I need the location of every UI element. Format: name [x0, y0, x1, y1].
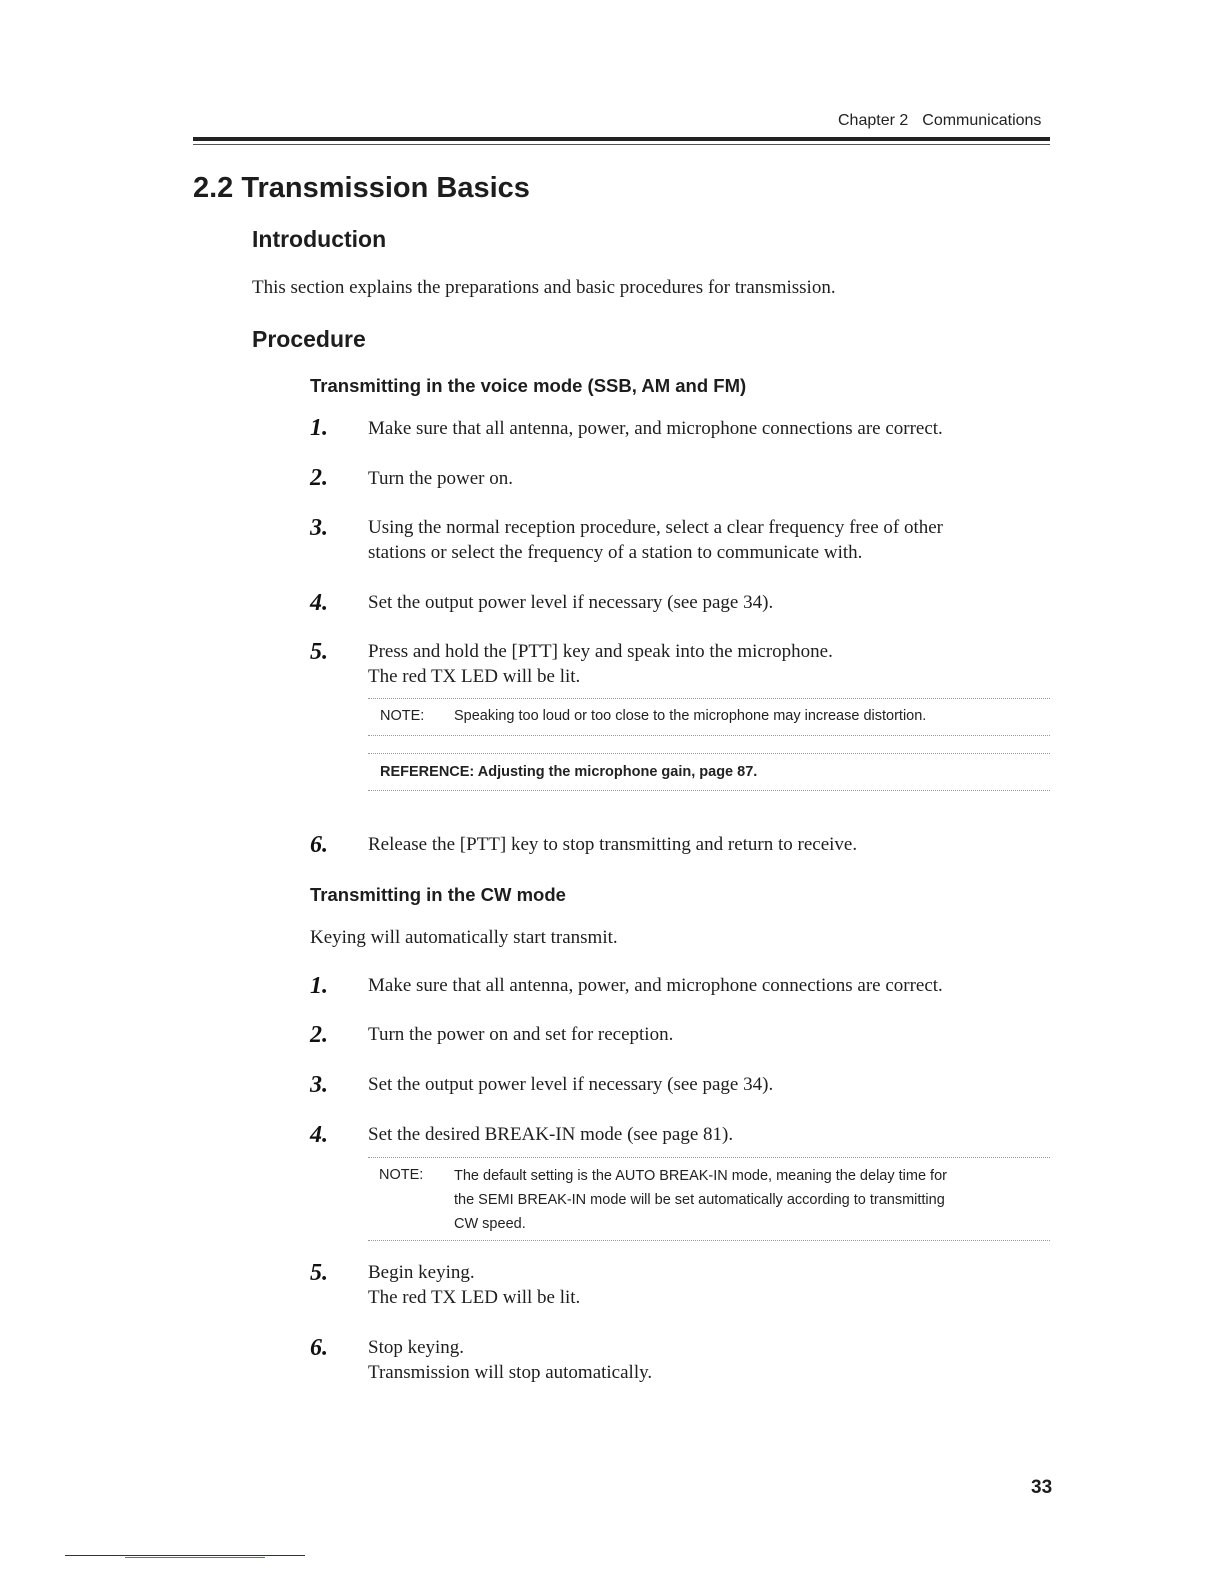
- step-line: stations or select the frequency of a station to communicate with.: [368, 541, 863, 563]
- cw-step-number: 6.: [310, 1335, 328, 1361]
- cw-step-text: [368, 1023, 1048, 1048]
- step-line: Using the normal reception procedure, select a clear frequency free of other: [368, 517, 943, 538]
- introduction-heading: Introduction: [252, 226, 387, 252]
- reference-box: [368, 753, 1050, 791]
- voice-step-text: [368, 640, 1048, 689]
- voice-step-text: [368, 833, 1048, 858]
- voice-step-number: 5.: [310, 639, 328, 665]
- step-line: The red TX LED will be lit.: [368, 1286, 581, 1308]
- cw-intro-text: Keying will automatically start transmit.: [310, 927, 618, 948]
- step-line: Turn the power on and set for reception.: [368, 1024, 674, 1045]
- footer-scan-line: [65, 1555, 305, 1556]
- step-line: Turn the power on.: [368, 468, 513, 489]
- step-line: Transmission will stop automatically.: [368, 1361, 653, 1383]
- step-line: Make sure that all antenna, power, and microphone connections are correct.: [368, 975, 943, 996]
- step-line: Press and hold the [PTT] key and speak into the microphone.: [368, 641, 833, 662]
- step-line: Stop keying.: [368, 1337, 465, 1358]
- cw-step-text: [368, 1123, 1048, 1148]
- voice-step-number: 6.: [310, 832, 328, 858]
- cw-step-text: [368, 1261, 1048, 1310]
- voice-step-text: [368, 591, 1048, 616]
- header-rule: [193, 137, 1050, 141]
- note-label: NOTE:: [379, 1167, 424, 1183]
- cw-note-box: [368, 1157, 1050, 1241]
- voice-step-text: [368, 516, 1048, 565]
- section-title: 2.2 Transmission Basics: [193, 172, 530, 204]
- note-label: NOTE:: [380, 708, 425, 724]
- cw-step-number: 4.: [310, 1122, 328, 1148]
- cw-step-text: [368, 974, 1048, 999]
- step-line: Release the [PTT] key to stop transmitting and return to receive.: [368, 834, 858, 855]
- note-line: CW speed.: [454, 1216, 526, 1232]
- cw-step-text: [368, 1336, 1048, 1385]
- cw-step-number: 3.: [310, 1072, 328, 1098]
- chapter-label: Chapter 2: [838, 112, 909, 129]
- voice-note-box: [368, 698, 1050, 736]
- voice-step-text: [368, 417, 1048, 442]
- voice-step-number: 2.: [310, 465, 328, 491]
- cw-step-number: 1.: [310, 973, 328, 999]
- voice-step-text: [368, 467, 1048, 492]
- voice-mode-heading: Transmitting in the voice mode (SSB, AM and FM): [310, 375, 747, 396]
- chapter-title: Communications: [922, 112, 1042, 129]
- procedure-heading: Procedure: [252, 326, 366, 352]
- cw-step-text: [368, 1073, 1048, 1098]
- header-rule-thin: [193, 144, 1050, 145]
- note-line: the SEMI BREAK-IN mode will be set automatically according to transmitting: [454, 1192, 945, 1208]
- introduction-text: This section explains the preparations and basic procedures for transmission.: [252, 277, 836, 298]
- step-line: Set the output power level if necessary (see page 34).: [368, 592, 774, 613]
- step-line: Set the desired BREAK-IN mode (see page 81).: [368, 1124, 734, 1145]
- note-text: Speaking too loud or too close to the microphone may increase distortion.: [454, 708, 927, 724]
- cw-step-number: 5.: [310, 1260, 328, 1286]
- step-line: Make sure that all antenna, power, and microphone connections are correct.: [368, 418, 943, 439]
- running-header: [838, 112, 1041, 130]
- voice-step-number: 1.: [310, 415, 328, 441]
- voice-step-number: 4.: [310, 590, 328, 616]
- footer-scan-line-accent: [125, 1557, 265, 1558]
- cw-step-number: 2.: [310, 1022, 328, 1048]
- note-text: [454, 1164, 1044, 1236]
- note-line: The default setting is the AUTO BREAK-IN mode, meaning the delay time for: [454, 1168, 947, 1184]
- cw-mode-heading: Transmitting in the CW mode: [310, 884, 566, 905]
- step-line: Set the output power level if necessary (see page 34).: [368, 1074, 774, 1095]
- reference-text: REFERENCE: Adjusting the microphone gain, page 87.: [380, 764, 758, 780]
- step-line: The red TX LED will be lit.: [368, 665, 581, 687]
- page-number: 33: [1031, 1477, 1053, 1498]
- step-line: Begin keying.: [368, 1262, 475, 1283]
- voice-step-number: 3.: [310, 515, 328, 541]
